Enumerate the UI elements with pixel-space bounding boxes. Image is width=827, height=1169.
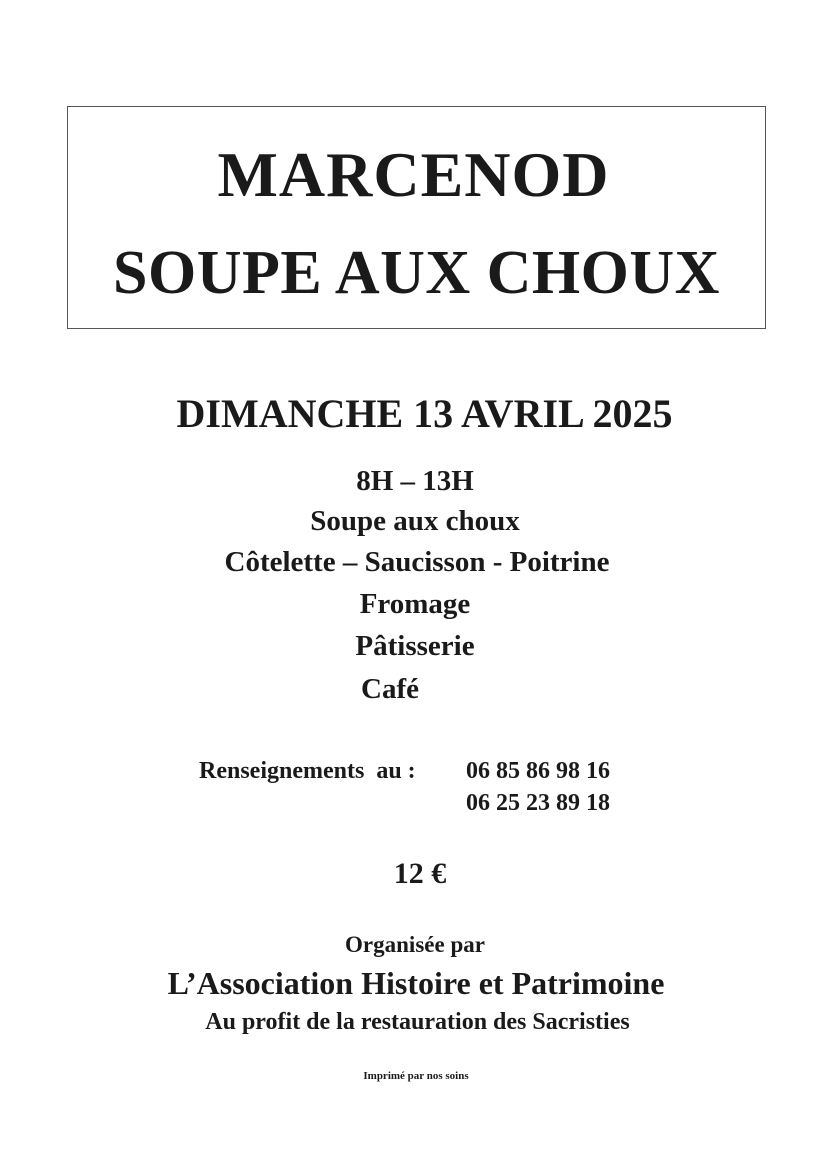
contact-label: Renseignements au : [199, 758, 422, 784]
printed-note: Imprimé par nos soins [363, 1070, 469, 1082]
event-date: DIMANCHE 13 AVRIL 2025 [176, 391, 673, 436]
organizer-label: Organisée par [345, 932, 485, 957]
menu-item: Soupe aux choux [310, 505, 520, 537]
contact-phone: 06 25 23 89 18 [466, 790, 610, 816]
organizer-name: L’Association Histoire et Patrimoine [167, 965, 665, 1001]
organizer-purpose: Au profit de la restauration des Sacristies [205, 1009, 630, 1035]
price: 12 € [393, 857, 447, 890]
menu-item: Fromage [359, 588, 471, 620]
village-title: MARCENOD [217, 139, 610, 210]
event-hours: 8H – 13H [356, 465, 474, 497]
menu-item: Café [361, 673, 419, 705]
event-title: SOUPE AUX CHOUX [113, 239, 720, 307]
menu-item: Côtelette – Saucisson - Poitrine [224, 546, 610, 578]
contact-phone: 06 85 86 98 16 [466, 758, 610, 784]
menu-item: Pâtisserie [355, 630, 475, 662]
